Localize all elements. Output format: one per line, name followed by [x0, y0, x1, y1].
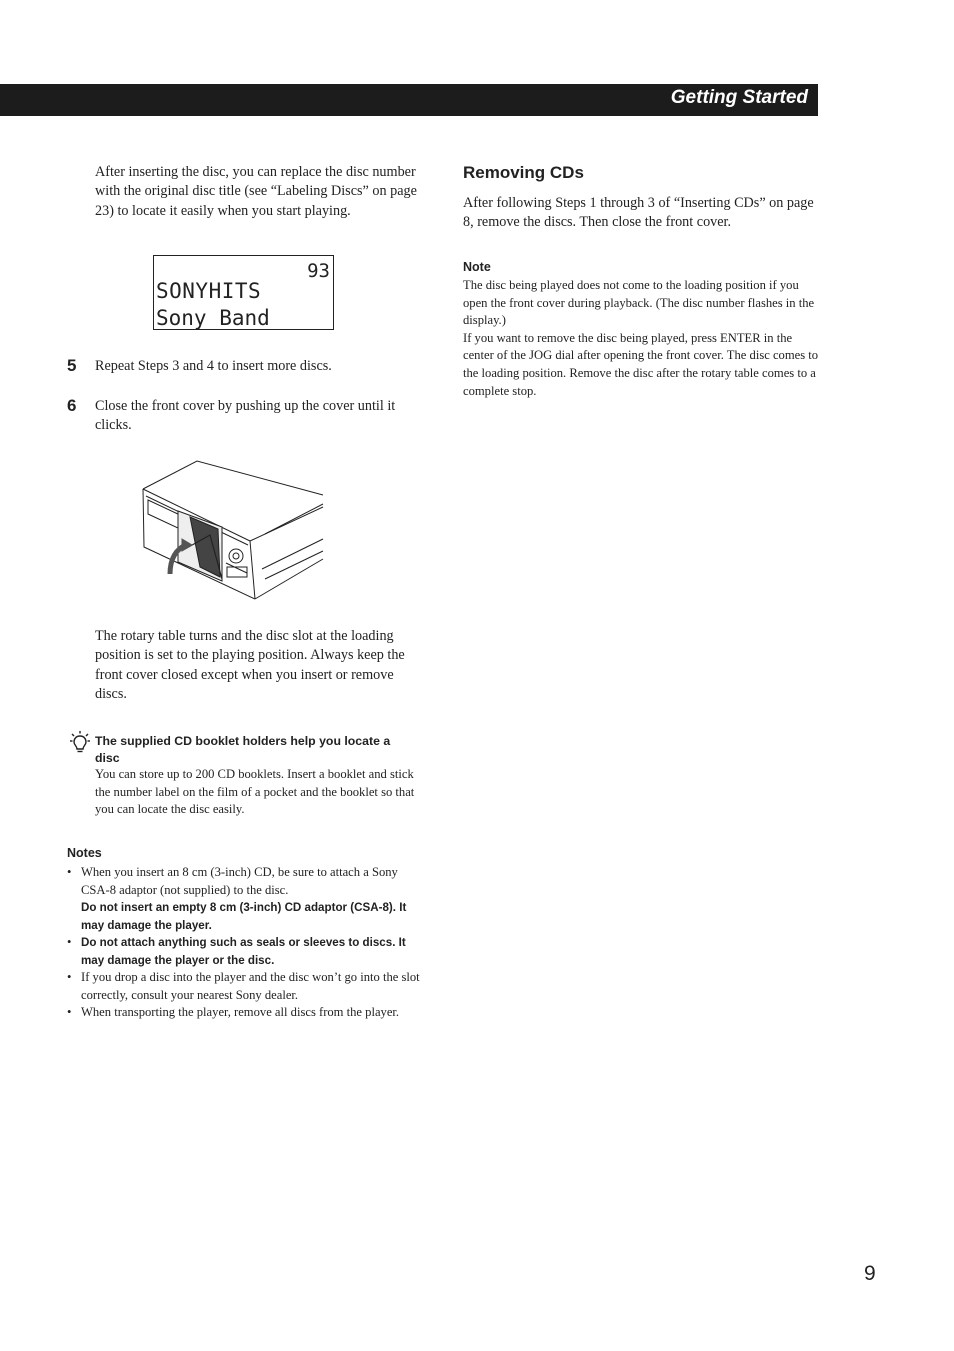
display-illustration: [153, 255, 334, 330]
note-text: When transporting the player, remove all discs from the player.: [81, 1005, 400, 1019]
step-number: 6: [67, 396, 77, 415]
list-item: • When you insert an 8 cm (3-inch) CD, be sure to attach a Sony CSA-8 adaptor (not supplied) to the disc. Do not insert an empty 8 cm (3-inch) CD adaptor (CSA-8). It may damage the player.: [67, 864, 427, 934]
display-line-2: Sony Band: [156, 306, 270, 330]
tip-body: You can store up to 200 CD booklets. Insert a booklet and stick the number label on the film of a pocket and the booklet so that you can locate the disc easily.: [95, 767, 415, 817]
note-body: [463, 277, 821, 400]
list-item: • When transporting the player, remove all discs from the player.: [67, 1005, 400, 1019]
step-number: 5: [67, 356, 77, 375]
note-paragraph: The disc being played does not come to the loading position if you open the front cover during playback. (The disc number flashes in the display.): [463, 278, 815, 328]
display-line-1: SONYHITS: [156, 279, 262, 303]
notes-list: [67, 864, 427, 1022]
note-warning: Do not insert an empty 8 cm (3-inch) CD adaptor (CSA-8). It may damage the player.: [81, 901, 407, 932]
step-text: Repeat Steps 3 and 4 to insert more discs.: [95, 358, 332, 374]
note-paragraph: If you want to remove the disc being played, press ENTER in the center of the JOG dial after opening the front cover. The disc comes to the loading position. Remove the disc after the rotary table comes to a complete stop.: [463, 330, 819, 398]
list-item: • If you drop a disc into the player and the disc won’t go into the slot correctly, consult your nearest Sony dealer.: [67, 970, 420, 1002]
lightbulb-icon: [69, 730, 91, 754]
cd-player-illustration: [140, 459, 326, 602]
rotary-table-paragraph: The rotary table turns and the disc slot at the loading position is set to the playing position. Always keep the front cover closed except when you insert or remove discs.: [95, 628, 405, 702]
removing-cds-heading: Removing CDs: [463, 163, 584, 182]
note-text: When you insert an 8 cm (3-inch) CD, be sure to attach a Sony CSA-8 adaptor (not supplied) to the disc.: [81, 865, 398, 897]
section-header-bar: [0, 84, 818, 116]
tip-title: The supplied CD booklet holders help you locate a disc: [95, 734, 391, 765]
display-disc-number: 93: [307, 260, 330, 282]
step-text: Close the front cover by pushing up the cover until it clicks.: [95, 398, 396, 434]
section-title: Getting Started: [670, 87, 808, 108]
page-number: 9: [864, 1262, 876, 1285]
intro-paragraph: After inserting the disc, you can replace the disc number with the original disc title (see “Labeling Discs” on page 23) to locate it easily when you start playing.: [95, 164, 417, 219]
note-warning: Do not attach anything such as seals or sleeves to discs. It may damage the player or the disc.: [81, 936, 406, 967]
removing-cds-body: After following Steps 1 through 3 of “Inserting CDs” on page 8, remove the discs. Then close the front cover.: [463, 195, 814, 231]
notes-heading: Notes: [67, 846, 102, 860]
note-text: If you drop a disc into the player and the disc won’t go into the slot correctly, consult your nearest Sony dealer.: [81, 970, 420, 1002]
note-heading: Note: [463, 260, 491, 274]
list-item: • Do not attach anything such as seals or sleeves to discs. It may damage the player or the disc.: [67, 935, 406, 967]
